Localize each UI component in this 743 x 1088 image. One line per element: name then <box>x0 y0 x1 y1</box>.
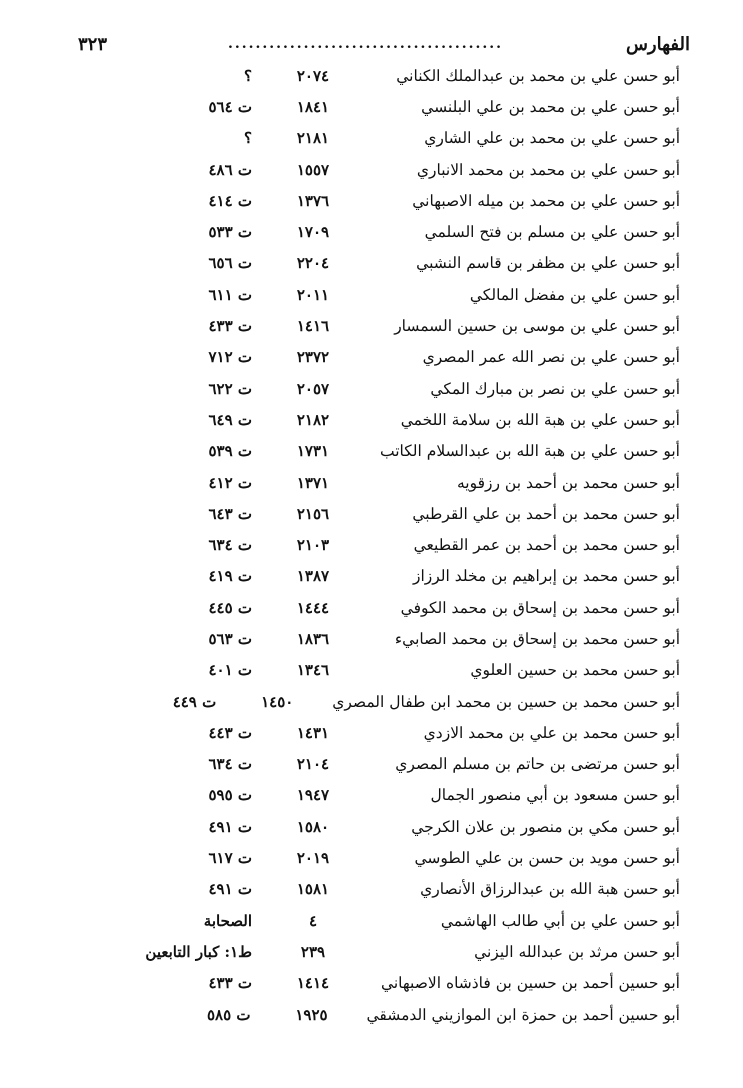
entry-number: ٢١٨١ <box>296 129 330 148</box>
index-entry <box>100 154 680 185</box>
index-entry <box>100 811 680 842</box>
index-entry <box>100 529 680 560</box>
entry-name: أبو حسن محمد بن علي بن محمد الازدي <box>423 723 680 742</box>
entry-number: ١٤٥٠ <box>261 692 294 711</box>
entry-number: ٢٠١١ <box>296 285 330 304</box>
entry-number: ٢١٠٣ <box>296 536 330 555</box>
index-entry <box>100 467 680 498</box>
entry-death-year: ت ٦٤٩ <box>208 410 252 429</box>
entry-name: أبو حسن علي بن هبة الله بن سلامة اللخمي <box>400 410 680 429</box>
entry-name: أبو حسن علي بن محمد بن علي الشاري <box>424 129 680 148</box>
entry-death-year: ت ٤١٤ <box>208 191 252 210</box>
index-entry <box>100 717 680 748</box>
entry-name: أبو حسن محمد بن أحمد بن علي القرطبي <box>412 504 680 523</box>
index-entry <box>100 655 680 686</box>
index-entry <box>100 404 680 435</box>
entry-name: أبو حسن مسعود بن أبي منصور الجمال <box>430 786 680 805</box>
entry-death-year: ت ٦٤٣ <box>208 504 252 523</box>
entry-death-year: ت ٤٣٣ <box>208 974 252 993</box>
entry-death-year: ت ٥٦٤ <box>208 97 252 116</box>
entry-name: أبو حسن محمد بن حسين العلوي <box>470 661 680 680</box>
entry-death-year: ت ٦٥٦ <box>208 254 252 273</box>
index-entry <box>100 436 680 467</box>
entry-name: أبو حسن محمد بن إسحاق بن محمد الصابيء <box>394 629 680 648</box>
entry-death-year: ت ٤٨٦ <box>208 160 252 179</box>
index-entry <box>100 248 680 279</box>
entry-name: أبو حسن مويد بن حسن بن علي الطوسي <box>414 849 680 868</box>
entry-number: ١٥٨١ <box>296 880 330 899</box>
entry-name: أبو حسن مرتضى بن حاتم بن مسلم المصري <box>395 755 680 774</box>
entry-death-year: ت ٦١٧ <box>208 849 252 868</box>
entry-number: ١٥٥٧ <box>296 160 330 179</box>
entry-number: ١٤٣١ <box>296 723 330 742</box>
entry-death-year: ت ٦١١ <box>208 285 252 304</box>
entry-number: ١٣٧٦ <box>296 191 330 210</box>
entry-name: أبو حسين أحمد بن حسين بن فاذشاه الاصبهاني <box>380 974 680 993</box>
index-entry <box>100 310 680 341</box>
entry-name: أبو حسن علي بن هبة الله بن عبدالسلام الكاتب <box>379 442 680 461</box>
entry-number: ١٣٨٧ <box>296 567 330 586</box>
entry-name: أبو حسن محمد بن أحمد بن رزقويه <box>456 473 680 492</box>
entry-name: أبو حسين أحمد بن حمزة ابن الموازيني الدمشقي <box>366 1005 680 1024</box>
entry-name: أبو حسن علي بن أبي طالب الهاشمي <box>440 911 680 930</box>
index-entry <box>100 91 680 122</box>
entry-death-year: ت ٤٤٥ <box>208 598 252 617</box>
entry-number: ١٣٧١ <box>296 473 330 492</box>
index-entry <box>100 342 680 373</box>
entry-number: ٤ <box>308 911 318 930</box>
index-entry <box>100 968 680 999</box>
index-entry <box>100 999 680 1030</box>
index-entry <box>100 185 680 216</box>
entry-name: أبو حسن علي بن محمد بن محمد الانباري <box>416 160 680 179</box>
page-number: ٣٢٣ <box>78 33 108 55</box>
entry-death-year: ت ٤٤٩ <box>172 692 217 711</box>
index-entry <box>100 123 680 154</box>
entry-number: ٢١٠٤ <box>296 755 330 774</box>
index-entry <box>100 216 680 247</box>
entry-death-year: ت ٥٩٥ <box>208 786 252 805</box>
leader-dots: ........................................ <box>228 36 503 52</box>
index-entry <box>100 905 680 936</box>
entry-number: ١٤١٦ <box>296 317 330 336</box>
entry-number: ٢٠٥٧ <box>296 379 330 398</box>
section-title: الفهارس <box>625 33 690 55</box>
entry-number: ١٧٠٩ <box>296 223 330 242</box>
entry-number: ٢٢٠٤ <box>296 254 330 273</box>
entry-name: أبو حسن علي بن محمد بن ميله الاصبهاني <box>412 191 680 210</box>
index-entry <box>100 279 680 310</box>
entry-name: أبو حسن مكي بن منصور بن علان الكرجي <box>411 817 680 836</box>
entry-death-year: ت ٤٩١ <box>208 817 252 836</box>
index-entry <box>100 561 680 592</box>
index-entry <box>100 749 680 780</box>
entry-number: ١٩٤٧ <box>296 786 330 805</box>
entry-name: أبو حسن محمد بن إسحاق بن محمد الكوفي <box>400 598 680 617</box>
entry-death-year: ط١: كبار التابعين <box>145 942 252 961</box>
index-entry <box>100 842 680 873</box>
entry-number: ١٣٤٦ <box>296 661 330 680</box>
entry-death-year: ؟ <box>244 129 252 148</box>
entry-name: أبو حسن مرثد بن عبدالله اليزني <box>474 942 680 961</box>
index-entry <box>100 686 680 717</box>
entry-number: ١٨٣٦ <box>296 629 330 648</box>
entry-name: أبو حسن محمد بن أحمد بن عمر القطيعي <box>413 536 680 555</box>
entry-number: ١٩٢٥ <box>295 1005 328 1024</box>
page-header <box>78 30 690 58</box>
entry-name: أبو حسن محمد بن حسين بن محمد ابن طفال المصري <box>332 692 680 711</box>
entry-death-year: ت ٤٠١ <box>208 661 252 680</box>
entry-number: ٢٣٧٢ <box>296 348 330 367</box>
entry-death-year: ت ٦٢٢ <box>208 379 252 398</box>
entry-number: ٢٠٧٤ <box>296 66 330 85</box>
index-entry <box>100 623 680 654</box>
entry-death-year: ت ٤١٢ <box>208 473 252 492</box>
entry-name: أبو حسن محمد بن إبراهيم بن مخلد الرزاز <box>412 567 680 586</box>
entry-death-year: ت ٥٣٣ <box>208 223 252 242</box>
index-entry <box>100 874 680 905</box>
entry-name: أبو حسن علي بن محمد بن علي البلنسي <box>421 97 680 116</box>
entry-name: أبو حسن علي بن نصر الله عمر المصري <box>422 348 680 367</box>
index-entry <box>100 780 680 811</box>
entry-number: ١٤١٤ <box>296 974 330 993</box>
entry-death-year: الصحابة <box>203 911 252 930</box>
index-entry <box>100 373 680 404</box>
entry-name: أبو حسن علي بن مفضل المالكي <box>469 285 680 304</box>
index-entry <box>100 60 680 91</box>
entry-name: أبو حسن علي بن نصر بن مبارك المكي <box>430 379 680 398</box>
entry-number: ١٥٨٠ <box>296 817 330 836</box>
index-entry <box>100 592 680 623</box>
entry-number: ٢٣٩ <box>300 942 326 961</box>
index-entry <box>100 936 680 967</box>
entry-death-year: ت ٤٩١ <box>208 880 252 899</box>
entry-name: أبو حسن علي بن مظفر بن قاسم النشبي <box>416 254 680 273</box>
entry-name: أبو حسن علي بن محمد بن عبدالملك الكناني <box>396 66 680 85</box>
entry-death-year: ت ٥٨٥ <box>206 1005 251 1024</box>
entry-number: ٢١٨٢ <box>296 410 330 429</box>
index-entries <box>100 60 680 1030</box>
entry-death-year: ت ٤٤٣ <box>208 723 252 742</box>
entry-number: ١٨٤١ <box>296 97 330 116</box>
entry-death-year: ت ٧١٢ <box>208 348 252 367</box>
entry-number: ٢٠١٩ <box>296 849 330 868</box>
entry-number: ١٤٤٤ <box>296 598 330 617</box>
entry-name: أبو حسن علي بن مسلم بن فتح السلمي <box>424 223 680 242</box>
entry-death-year: ت ٦٣٤ <box>208 536 252 555</box>
entry-death-year: ت ٤٣٣ <box>208 317 252 336</box>
entry-number: ٢١٥٦ <box>296 504 330 523</box>
entry-death-year: ت ٥٦٣ <box>208 629 252 648</box>
entry-death-year: ت ٦٣٤ <box>208 755 252 774</box>
index-entry <box>100 498 680 529</box>
entry-number: ١٧٣١ <box>296 442 330 461</box>
entry-name: أبو حسن هبة الله بن عبدالرزاق الأنصاري <box>420 880 680 899</box>
entry-name: أبو حسن علي بن موسى بن حسين السمسار <box>394 317 680 336</box>
entry-death-year: ؟ <box>244 66 252 85</box>
entry-death-year: ت ٤١٩ <box>208 567 252 586</box>
entry-death-year: ت ٥٣٩ <box>208 442 252 461</box>
